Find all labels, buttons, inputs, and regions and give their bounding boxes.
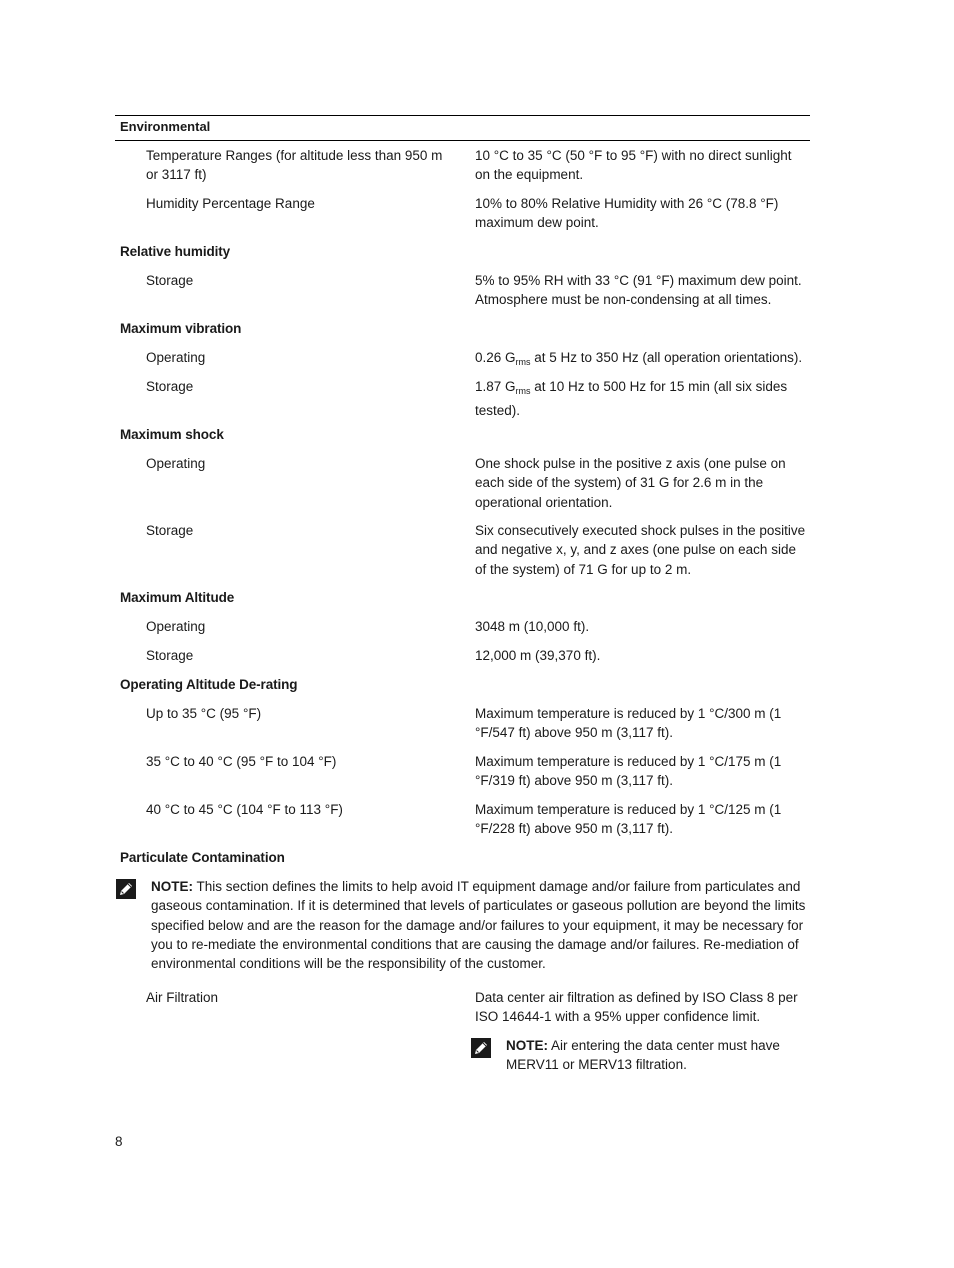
section-title-max-altitude: Maximum Altitude [120,590,235,605]
temp-range-label: Temperature Ranges (for altitude less than 950 m or 3117 ft) [146,148,443,183]
section-title-altitude-derating: Operating Altitude De-rating [120,677,298,692]
alt-operating-label: Operating [146,619,206,634]
air-filtration-value: Data center air filtration as defined by ISO Class 8 per ISO 14644-1 with a 95% upper confidence limit. [475,990,798,1025]
shock-storage-value: Six consecutively executed shock pulses in the positive and negative x, y, and z axes (one pulse on each side of the system) of 71 G for up to 2 m. [475,523,806,577]
vib-operating-label: Operating [146,350,206,365]
section-title-max-shock: Maximum shock [120,427,224,442]
shock-operating-value: One shock pulse in the positive z axis (one pulse on each side of the system) of 31 G for 2.6 m in the operational orientation. [475,456,786,510]
header-rule-bottom [115,140,810,141]
section-title-max-vibration: Maximum vibration [120,321,242,336]
alt-storage-label: Storage [146,648,194,663]
air-filtration-note: NOTE: Air entering the data center must have MERV11 or MERV13 filtration. [506,1038,780,1073]
particulate-note: NOTE: This section defines the limits to help avoid IT equipment damage and/or failure from particulates and gaseous contamination. If it is determined that levels of particulates or gaseous pollution are beyond the limits specified below and are the reason for the damage and/or failures to your equipment, it may be necessary for you to re-mediate the environmental conditions that are causing the damage and/or failures. Re-mediation of environmental conditions will be the responsibility of the customer. [151,879,806,972]
derating-row-3-value: Maximum temperature is reduced by 1 °C/125 m (1 °F/228 ft) above 950 m (3,117 ft). [475,802,782,837]
note-pencil-icon [471,1038,491,1058]
derating-row-1-label: Up to 35 °C (95 °F) [146,706,262,721]
humidity-range-label: Humidity Percentage Range [146,196,315,211]
vib-operating-value: 0.26 $G_{rms}$ at 5 Hz to 350 Hz (all operation orientations). [475,350,803,367]
section-title-particulate: Particulate Contamination [120,850,285,865]
vib-storage-value: 1.87 $G_{rms}$ at 10 Hz to 500 Hz for 15 min (all six sides tested). [475,379,788,419]
derating-row-3-label: 40 °C to 45 °C (104 °F to 113 °F) [146,802,343,817]
rh-storage-value: 5% to 95% RH with 33 °C (91 °F) maximum dew point. Atmosphere must be non-condensing at all times. [475,273,802,308]
alt-storage-value: 12,000 m (39,370 ft). [475,648,601,663]
shock-operating-label: Operating [146,456,206,471]
section-title-relative-humidity: Relative humidity [120,244,231,259]
table-header-title: Environmental [120,119,211,134]
derating-row-2-value: Maximum temperature is reduced by 1 °C/175 m (1 °F/319 ft) above 950 m (3,117 ft). [475,754,782,789]
derating-row-1-value: Maximum temperature is reduced by 1 °C/300 m (1 °F/547 ft) above 950 m (3,117 ft). [475,706,782,741]
vib-storage-label: Storage [146,379,194,394]
header-rule-top [115,115,810,116]
alt-operating-value: 3048 m (10,000 ft). [475,619,590,634]
page-number: 8 [115,1134,123,1149]
air-filtration-label: Air Filtration [146,990,219,1005]
note-pencil-icon [116,879,136,899]
derating-row-2-label: 35 °C to 40 °C (95 °F to 104 °F) [146,754,337,769]
humidity-range-value: 10% to 80% Relative Humidity with 26 °C (78.8 °F) maximum dew point. [475,196,779,231]
temp-range-value: 10 °C to 35 °C (50 °F to 95 °F) with no direct sunlight on the equipment. [475,148,792,183]
shock-storage-label: Storage [146,523,194,538]
rh-storage-label: Storage [146,273,194,288]
